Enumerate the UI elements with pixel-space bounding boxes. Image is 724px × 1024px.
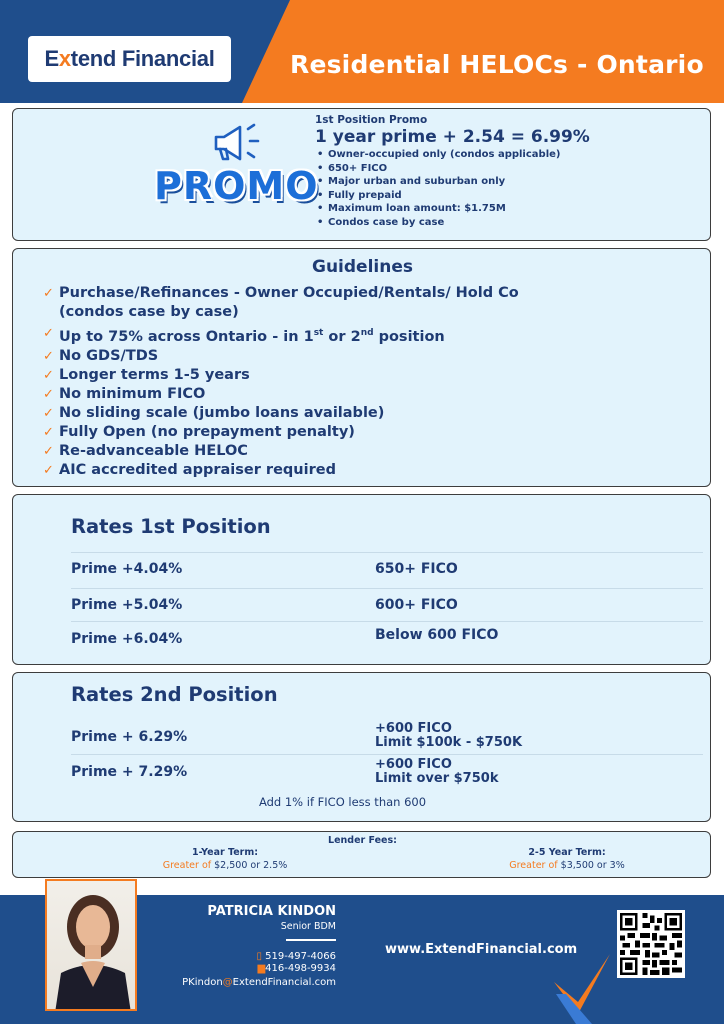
- checkmark-icon: ✓: [43, 462, 54, 478]
- promo-panel: [12, 108, 711, 241]
- rate-value: Prime +6.04%: [71, 631, 183, 647]
- rate-value: Prime + 6.29%: [71, 729, 188, 745]
- qr-code[interactable]: [617, 910, 685, 978]
- promo-content: [315, 114, 590, 229]
- logo-text: Extend Financial: [44, 46, 215, 71]
- list-item: ✓ Longer terms 1-5 years: [43, 366, 250, 383]
- guidelines-panel: [12, 248, 711, 487]
- phone-icon: ▯: [256, 951, 262, 962]
- checkmark-icon: ✓: [43, 386, 54, 402]
- list-item-subnote: (condos case by case): [59, 304, 239, 320]
- checkmark-icon: ✓: [43, 405, 54, 421]
- rates-second-panel: [12, 672, 711, 822]
- logo: [28, 36, 231, 82]
- guidelines-title: Guidelines: [312, 257, 413, 277]
- list-item: • Fully prepaid: [315, 189, 590, 203]
- list-item: • Owner-occupied only (condos applicable): [315, 148, 590, 162]
- rate-condition: +600 FICO Limit over $750k: [375, 757, 499, 786]
- list-item: • Maximum loan amount: $1.75M: [315, 202, 590, 216]
- phone-1: ▯ 519-497-4066: [256, 951, 336, 962]
- table-row: [71, 754, 703, 787]
- rate-condition: 600+ FICO: [375, 597, 458, 613]
- list-item: ✓ Fully Open (no prepayment penalty): [43, 423, 355, 440]
- promo-big-title: 1 year prime + 2.54 = 6.99%: [315, 127, 590, 147]
- rate-condition: Below 600 FICO: [375, 627, 499, 643]
- phone-2: ▆416-498-9934: [257, 963, 336, 974]
- lender-fees-panel: [12, 831, 711, 878]
- table-row: [71, 719, 703, 752]
- table-row: [71, 552, 703, 585]
- avatar: [45, 879, 137, 1011]
- list-item: ✓ Re-advanceable HELOC: [43, 442, 248, 459]
- email-link[interactable]: PKindon@ExtendFinancial.com: [182, 977, 336, 988]
- list-item: ✓ No minimum FICO: [43, 385, 206, 402]
- rate-condition: +600 FICO Limit $100k - $750K: [375, 721, 523, 750]
- table-row: [71, 621, 703, 654]
- contact-role: Senior BDM: [280, 921, 336, 932]
- checkmark-icon: ✓: [43, 443, 54, 459]
- office-phone-icon: ▆: [257, 963, 266, 974]
- contact-name: PATRICIA KINDON: [207, 904, 336, 919]
- promo-small-title: 1st Position Promo: [315, 114, 428, 126]
- brand-chevron-icon: [548, 954, 618, 1024]
- rates-first-title: Rates 1st Position: [71, 515, 271, 538]
- list-item: • Major urban and suburban only: [315, 175, 590, 189]
- list-item: • Condos case by case: [315, 216, 590, 230]
- list-item: • 650+ FICO: [315, 162, 590, 176]
- checkmark-icon: ✓: [43, 326, 54, 341]
- checkmark-icon: ✓: [43, 348, 54, 364]
- megaphone-icon: [206, 119, 266, 165]
- rate-condition: 650+ FICO: [375, 561, 458, 577]
- fee-column-1-year: 1-Year Term: Greater of $2,500 or 2.5%: [162, 847, 288, 871]
- fee-column-2-5-year: 2-5 Year Term: Greater of $3,500 or 3%: [509, 847, 625, 871]
- checkmark-icon: ✓: [43, 286, 54, 301]
- promo-graphic: [148, 119, 318, 239]
- rate-value: Prime +5.04%: [71, 597, 183, 613]
- rates-note: Add 1% if FICO less than 600: [258, 795, 427, 809]
- checkmark-icon: ✓: [43, 367, 54, 383]
- page-title: Residential HELOCs - Ontario: [290, 50, 704, 79]
- list-item: ✓ No sliding scale (jumbo loans available): [43, 404, 385, 421]
- guidelines-list: [43, 284, 519, 480]
- list-item: ✓ Purchase/Refinances - Owner Occupied/Rentals/ Hold Co: [43, 285, 519, 301]
- divider: [286, 939, 336, 941]
- list-item: ✓ No GDS/TDS: [43, 347, 159, 364]
- rate-value: Prime + 7.29%: [71, 764, 188, 780]
- rates-second-title: Rates 2nd Position: [71, 683, 278, 706]
- rates-first-panel: [12, 494, 711, 665]
- list-item: ✓ AIC accredited appraiser required: [43, 461, 336, 478]
- list-item: ✓ Up to 75% across Ontario - in 1st or 2nd position: [43, 326, 445, 345]
- rate-value: Prime +4.04%: [71, 561, 183, 577]
- promo-list: [315, 148, 590, 229]
- checkmark-icon: ✓: [43, 424, 54, 440]
- website-link[interactable]: www.ExtendFinancial.com: [385, 942, 578, 957]
- fees-title: Lender Fees:: [328, 835, 397, 846]
- table-row: [71, 588, 703, 621]
- promo-word: PROMO: [154, 164, 319, 208]
- header-banner: [0, 0, 724, 103]
